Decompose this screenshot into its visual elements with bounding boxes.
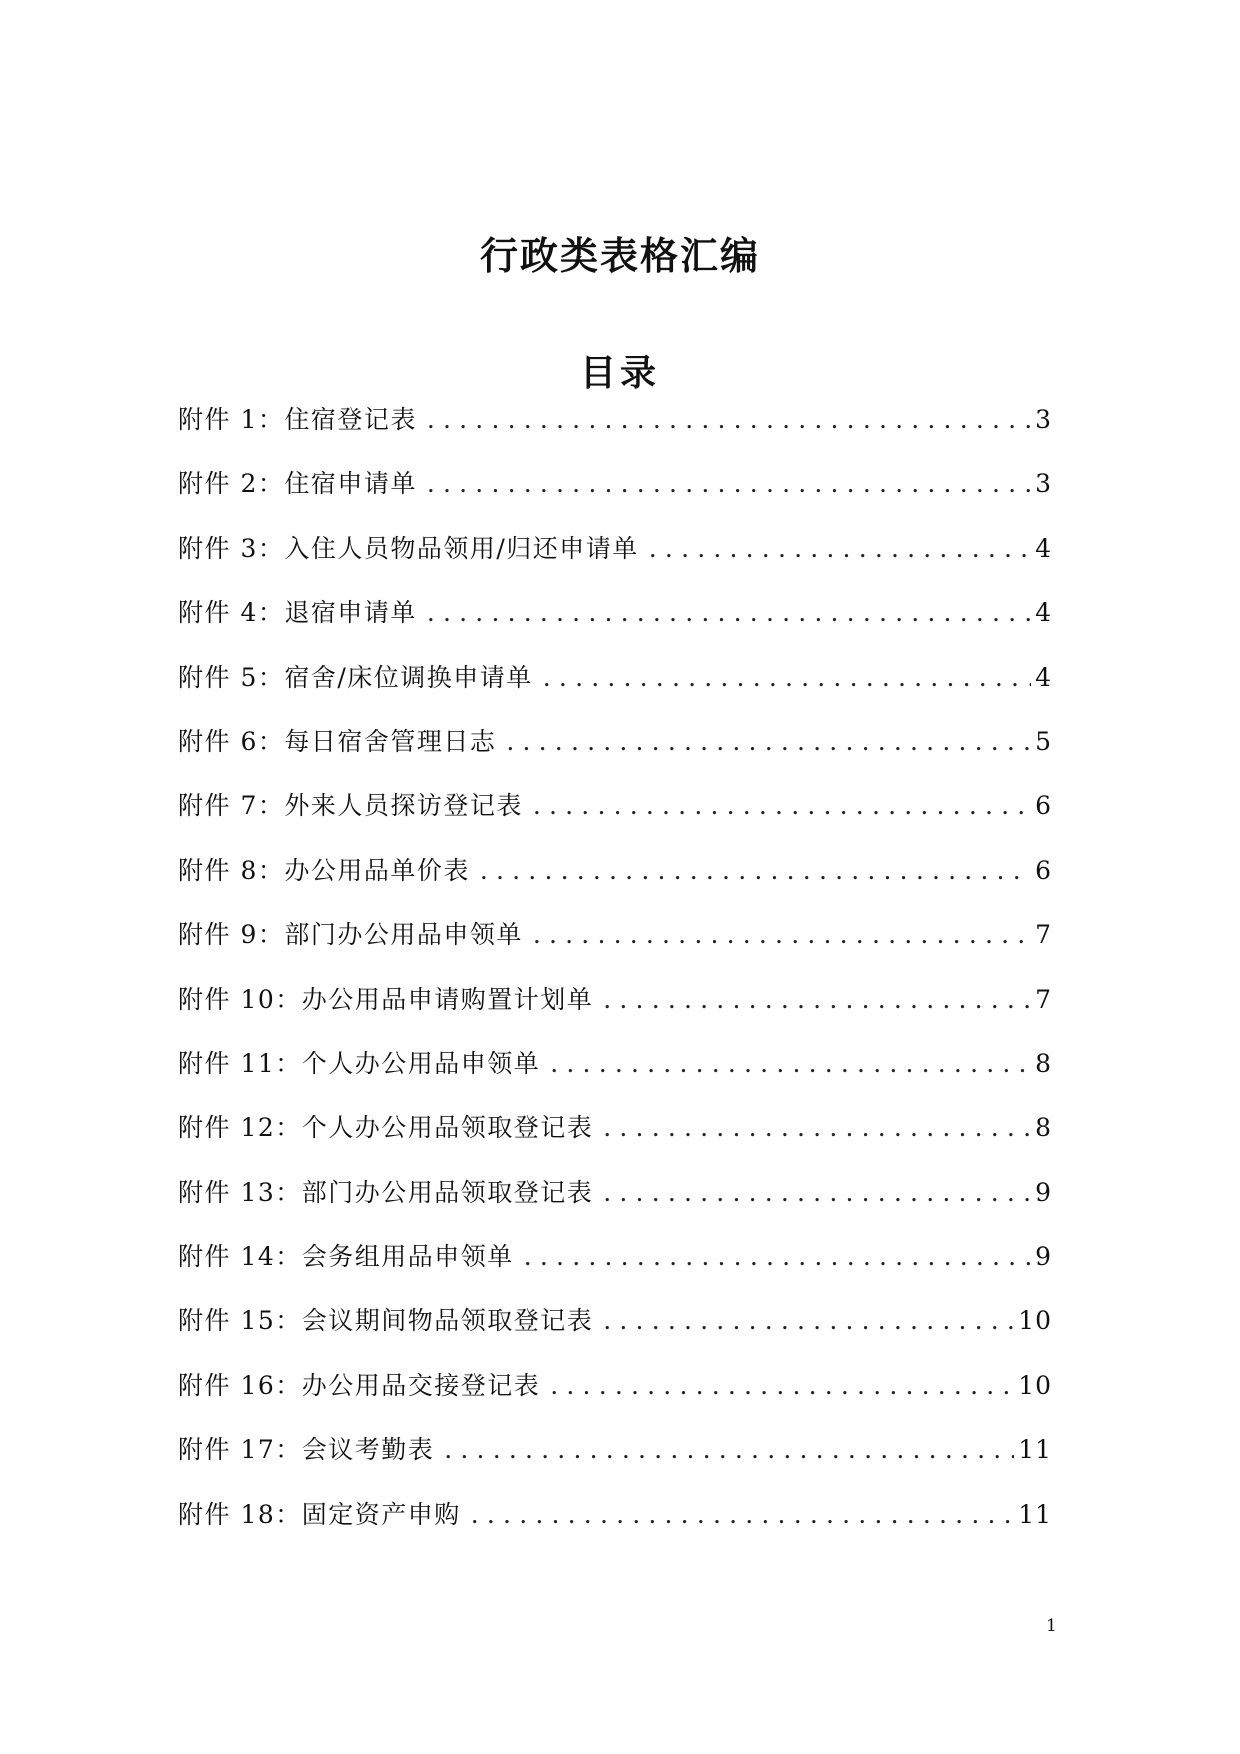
toc-entry-page: 9 [1035,1242,1052,1272]
toc-entry-8[interactable] [178,851,1052,915]
dot-leader [506,727,1031,756]
toc-entry-1[interactable] [178,400,1052,464]
toc-entry-page: 11 [1018,1499,1052,1529]
toc-entry-label: 附件 16：办公用品交接登记表 [178,1370,541,1400]
toc-entry-page: 6 [1035,855,1052,885]
toc-entry-14[interactable] [178,1237,1052,1301]
dot-leader [550,1049,1031,1078]
toc-entry-page: 10 [1018,1306,1052,1336]
toc-entry-13[interactable] [178,1173,1052,1237]
toc-entry-label: 附件 13：部门办公用品领取登记表 [178,1177,594,1207]
toc-entry-page: 7 [1035,920,1052,950]
toc-entry-label: 附件 15：会议期间物品领取登记表 [178,1306,594,1336]
toc-entry-label: 附件 5：宿舍/床位调换申请单 [178,662,533,692]
toc-entry-label: 附件 4：退宿申请单 [178,598,417,628]
dot-leader [603,1113,1031,1142]
dot-leader [471,1500,1014,1529]
toc-entry-11[interactable] [178,1044,1052,1108]
toc-entry-page: 5 [1035,726,1052,756]
toc-entry-page: 8 [1035,1113,1052,1143]
toc-entry-page: 4 [1035,598,1052,628]
toc-entry-label: 附件 6：每日宿舍管理日志 [178,726,497,756]
toc-entry-label: 附件 7：外来人员探访登记表 [178,791,523,821]
dot-leader [427,469,1031,498]
dot-leader [533,920,1031,949]
toc-entry-12[interactable] [178,1108,1052,1172]
page-number: 1 [1046,1616,1057,1636]
toc-entry-page: 6 [1035,791,1052,821]
toc-entry-page: 8 [1035,1048,1052,1078]
toc-entry-page: 3 [1035,469,1052,499]
toc-entry-label: 附件 18：固定资产申购 [178,1499,461,1529]
dot-leader [603,1178,1031,1207]
dot-leader [603,1306,1014,1335]
toc-entry-18[interactable] [178,1495,1052,1559]
toc-entry-page: 10 [1018,1370,1052,1400]
table-of-contents [178,400,1052,1559]
toc-entry-5[interactable] [178,658,1052,722]
toc-entry-15[interactable] [178,1301,1052,1365]
dot-leader [427,405,1031,434]
toc-entry-label: 附件 10：办公用品申请购置计划单 [178,984,594,1014]
toc-entry-label: 附件 1：住宿登记表 [178,405,417,434]
toc-entry-6[interactable] [178,722,1052,786]
dot-leader [524,1242,1031,1271]
toc-entry-2[interactable] [178,464,1052,528]
toc-entry-label: 附件 9：部门办公用品申领单 [178,920,523,950]
toc-entry-7[interactable] [178,786,1052,850]
dot-leader [444,1435,1014,1464]
toc-entry-label: 附件 8：办公用品单价表 [178,855,470,885]
toc-entry-16[interactable] [178,1366,1052,1430]
toc-entry-page: 4 [1035,662,1052,692]
dot-leader [533,791,1031,820]
toc-entry-3[interactable] [178,529,1052,593]
dot-leader [480,856,1031,885]
toc-entry-page: 11 [1018,1435,1052,1465]
toc-entry-label: 附件 14：会务组用品申领单 [178,1242,514,1272]
toc-entry-label: 附件 12：个人办公用品领取登记表 [178,1113,594,1143]
toc-heading: 目录 [579,352,660,394]
toc-entry-page: 3 [1035,405,1052,434]
toc-entry-label: 附件 3：入住人员物品领用/归还申请单 [178,533,639,563]
toc-entry-label: 附件 11：个人办公用品申领单 [178,1048,541,1078]
toc-entry-page: 4 [1035,533,1052,563]
toc-entry-label: 附件 2：住宿申请单 [178,469,417,499]
toc-entry-page: 9 [1035,1177,1052,1207]
toc-entry-9[interactable] [178,915,1052,979]
toc-entry-label: 附件 17：会议考勤表 [178,1435,435,1465]
dot-leader [649,534,1031,563]
toc-entry-17[interactable] [178,1430,1052,1494]
toc-entry-10[interactable] [178,980,1052,1044]
dot-leader [603,985,1031,1014]
dot-leader [550,1371,1014,1400]
toc-entry-page: 7 [1035,984,1052,1014]
dot-leader [543,663,1031,692]
document-title: 行政类表格汇编 [479,233,760,278]
toc-entry-4[interactable] [178,593,1052,657]
dot-leader [427,598,1031,627]
